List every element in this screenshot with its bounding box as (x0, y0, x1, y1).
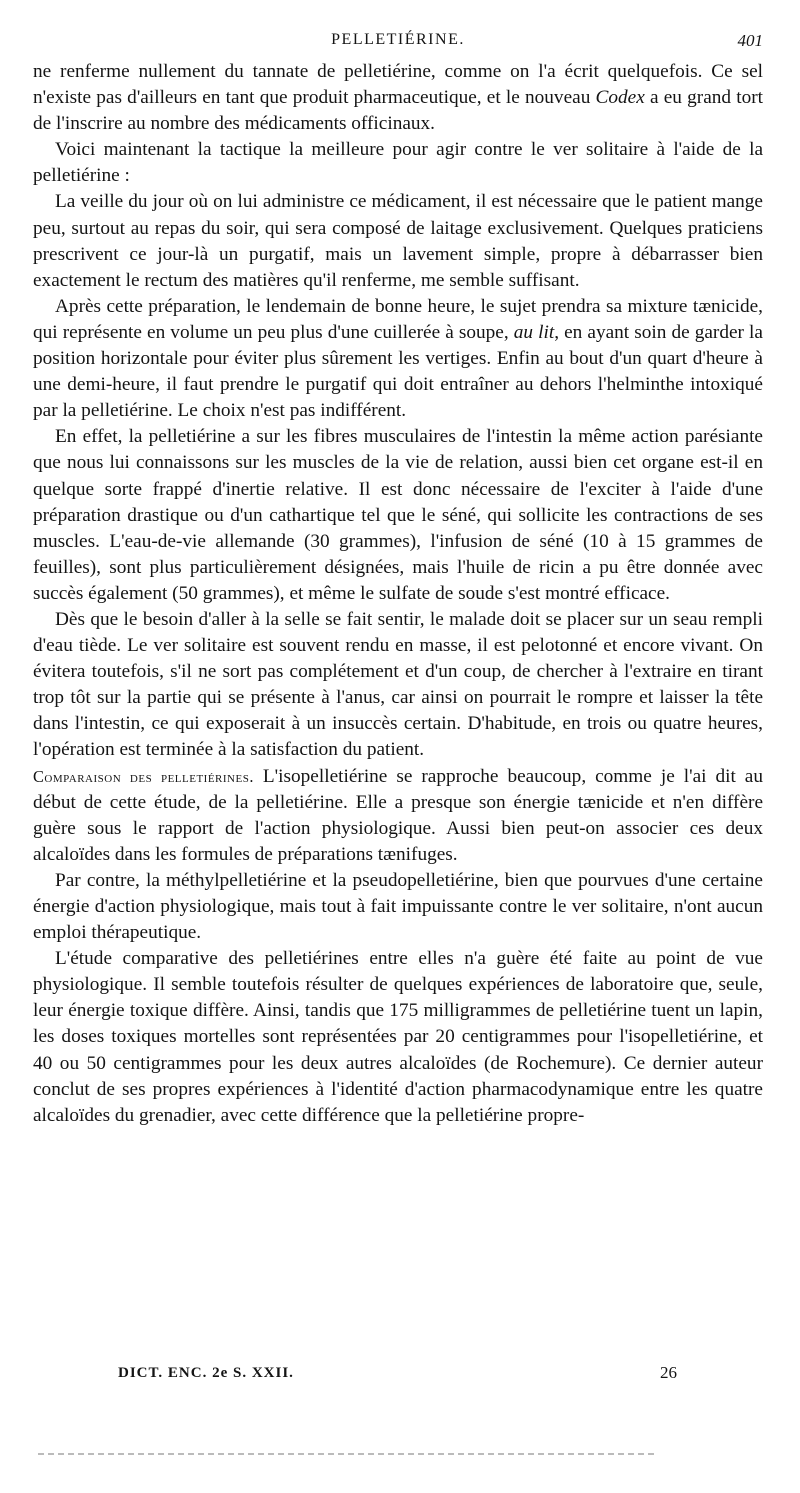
text-run: ne renferme nullement du tannate de pelletiérine, comme on l'a écrit quelquefois. Ce sel n'existe pas d'ailleurs en tant que produit pharmaceutique, et le nouveau (33, 61, 763, 109)
text-run: , en ayant soin de garder la position horizontale pour éviter plus sûrement les vertiges. Enfin au bout d'un quart d'heure à une demi-heure, il faut prendre le purgatif qui doit entraîner au dehors l'helminthe intoxiqué par la pelletiérine. Le choix n'est pas indifférent. (33, 321, 763, 422)
italic-term: au lit (513, 321, 555, 343)
footer-sheet-number: 26 (660, 1363, 677, 1382)
scan-artifact-line (38, 1453, 658, 1455)
text-run: En effet, la pelletiérine a sur les fibres musculaires de l'intestin la même action parésiante que nous lui connaissons sur les muscles de la vie de relation, aussi bien cet organe est-il en quelque sorte frappé d'inertie relative. Il est donc nécessaire de l'exciter à l'aide d'une préparation drastique ou d'un cathartique tel que le séné, qui sollicite les contractions de ses muscles. L'eau-de-vie allemande (30 grammes), l'infusion de séné (10 à 15 grammes de feuilles), sont plus particulièrement désignées, mais l'huile de ricin a pu être donnée avec succès également (50 grammes), et même le sulfate de soude s'est montré efficace. (33, 426, 763, 604)
italic-term: Codex (595, 87, 645, 109)
footer-signature: DICT. ENC. 2e S. XXII. (118, 1365, 294, 1381)
paragraph (33, 607, 763, 764)
text-run: Par contre, la méthylpelletiérine et la pseudopelletiérine, bien que pourvues d'une certaine énergie d'action physiologique, mais tout à fait impuissante contre le ver solitaire, n'ont aucun emploi thérapeutique. (33, 869, 763, 944)
text-run: L'étude comparative des pelletiérines entre elles n'a guère été faite au point de vue physiologique. Il semble toutefois résulter de quelques expériences de laboratoire que, seule, leur énergie toxique diffère. Ainsi, tandis que 175 milligrammes de pelletiérine tuent un lapin, les doses toxiques mortelles sont représentées par 20 centigrammes pour l'isopelletiérine, et 40 ou 50 centigrammes pour les deux autres alcaloïdes (de Rochemure). Ce dernier auteur conclut de ses propres expériences à l'identité d'action pharmacodynamique entre les quatre alcaloïdes du grenadier, avec cette différence que la pelletiérine propre- (33, 948, 763, 1126)
paragraph (33, 294, 763, 424)
text-run: Après cette préparation, le lendemain de bonne heure, le sujet prendra sa mixture tænicide, qui représente en volume un peu plus d'une cuillerée à soupe, (33, 295, 763, 343)
text-run: La veille du jour où on lui administre ce médicament, il est nécessaire que le patient mange peu, surtout au repas du soir, qui sera composé de laitage exclusivement. Quelques praticiens prescrivent ce jour-là un purgatif, mais un lavement simple, propre à débarrasser bien exactement le rectum des matières qu'il renferme, me semble suffisant. (33, 191, 763, 291)
text-run: Voici maintenant la tactique la meilleure pour agir contre le ver solitaire à l'aide de la pelletiérine : (33, 139, 763, 187)
paragraph (33, 868, 763, 946)
paragraph (33, 137, 763, 189)
running-title: PELLETIÉRINE. (331, 31, 465, 48)
page-number: 401 (737, 31, 763, 50)
text-run: a eu grand tort de l'inscrire au nombre des médicaments officinaux. (33, 87, 764, 135)
text-run: L'isopelletiérine se rapproche beaucoup, comme je l'ai dit au début de cette étude, de la pelletiérine. Elle a presque son énergie tænicide et n'en diffère guère sous le rapport de l'action physiologique. Aussi bien peut-on associer ces deux alcaloïdes dans les formules de préparations tænifuges. (33, 765, 763, 865)
paragraph (33, 764, 763, 868)
paragraph (33, 189, 763, 293)
paragraph (33, 59, 763, 137)
paragraph (33, 946, 763, 1129)
paragraph (33, 424, 763, 607)
section-heading: Comparaison des pelletiérines. (33, 766, 254, 786)
text-run: Dès que le besoin d'aller à la selle se fait sentir, le malade doit se placer sur un seau rempli d'eau tiède. Le ver solitaire est souvent rendu en masse, il est pelotonné et encore vivant. On évitera toutefois, s'il ne sort pas complétement et d'un coup, de chercher à l'extraire en tirant trop tôt sur la partie qui se présente à l'anus, car ainsi on pourrait le rompre et laisser la tête dans l'intestin, ce qui exposerait à un insuccès certain. D'habitude, en trois ou quatre heures, l'opération est terminée à la satisfaction du patient. (33, 608, 763, 761)
running-head (33, 31, 763, 55)
body-text (33, 59, 763, 1129)
